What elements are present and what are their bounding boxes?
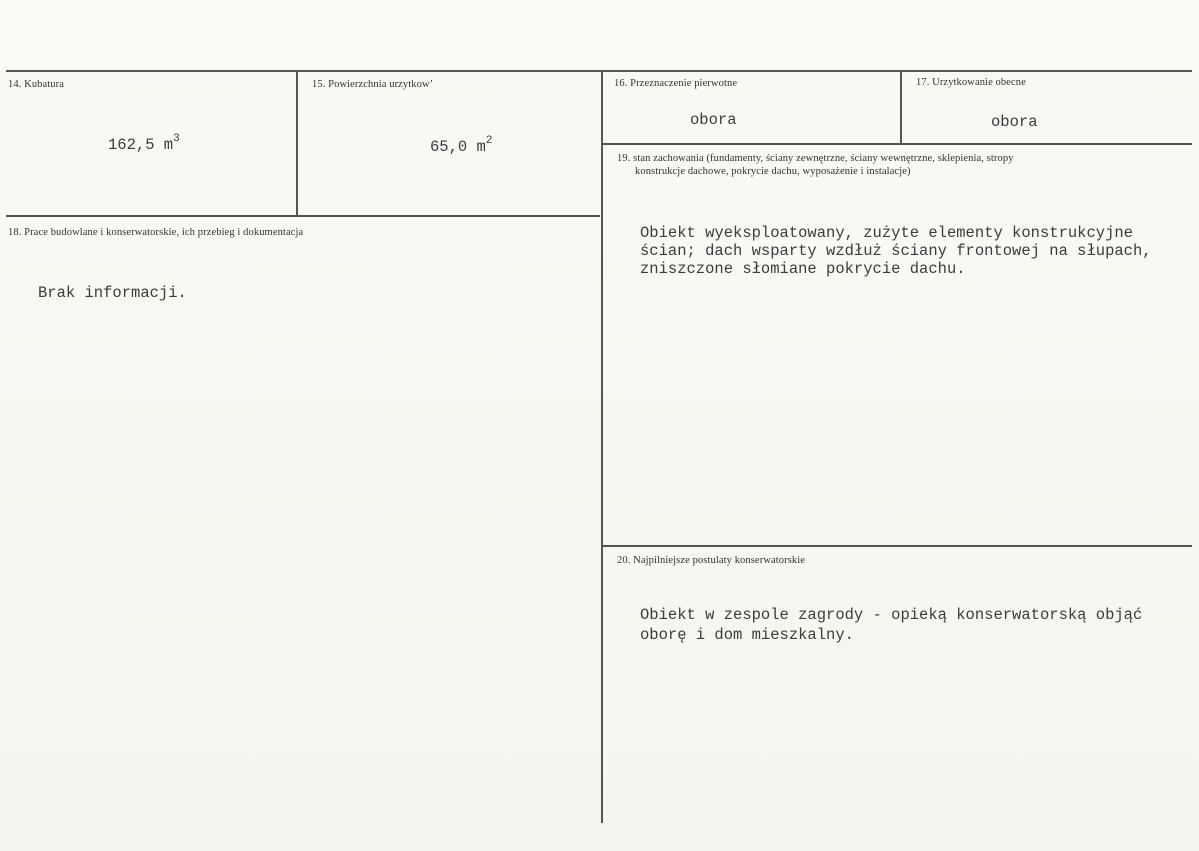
- field-16-label: 16. Przeznaczenie pierwotne: [614, 78, 738, 89]
- field-19-line-1: Obiekt wyeksploatowany, zużyte elementy konstrukcyjne: [640, 224, 1133, 242]
- area-value: 65,0 m: [430, 138, 486, 157]
- top-rule: [6, 70, 1192, 72]
- divider-16-17: [900, 71, 902, 143]
- area-unit-exponent: 2: [485, 135, 493, 147]
- field-16-value: obora: [690, 111, 737, 129]
- volume-unit-exponent: 3: [173, 133, 180, 145]
- field-15-value: [430, 134, 492, 156]
- divider-14-15: [296, 71, 298, 216]
- field-17-label: 17. Urzytkowanie obecne: [916, 77, 1026, 88]
- field-20-line-2: oborę i dom mieszkalny.: [640, 626, 854, 644]
- field-20-line-1: Obiekt w zespole zagrody - opieką konserwatorską objąć: [640, 606, 1143, 624]
- field-15-label: 15. Powierzchnia urzytkow’: [312, 79, 434, 90]
- field-19-label-line1: 19. stan zachowania (fundamenty, ściany zewnętrzne, ściany wewnętrzne, sklepienia, stropy: [617, 153, 1014, 164]
- rule-under-14-15: [6, 215, 600, 217]
- field-14-value: [108, 132, 180, 154]
- field-20-label: 20. Najpilniejsze postulaty konserwatorskie: [617, 555, 806, 566]
- field-19-line-3: zniszczone słomiane pokrycie dachu.: [640, 260, 966, 278]
- field-17-value: obora: [991, 113, 1038, 131]
- field-14-label: 14. Kubatura: [8, 79, 65, 90]
- field-18-label: 18. Prace budowlane i konserwatorskie, ich przebieg i dokumentacja: [8, 227, 304, 238]
- volume-value: 162,5 m: [108, 136, 174, 155]
- field-19-label-line2: konstrukcje dachowe, pokrycie dachu, wyposażenie i instalacje): [635, 166, 911, 177]
- rule-under-16-17: [602, 143, 1192, 145]
- field-18-value: Brak informacji.: [38, 284, 187, 302]
- center-divider: [601, 71, 603, 823]
- rule-above-20: [602, 545, 1192, 547]
- field-19-line-2: ścian; dach wsparty wzdłuż ściany frontowej na słupach,: [640, 242, 1152, 260]
